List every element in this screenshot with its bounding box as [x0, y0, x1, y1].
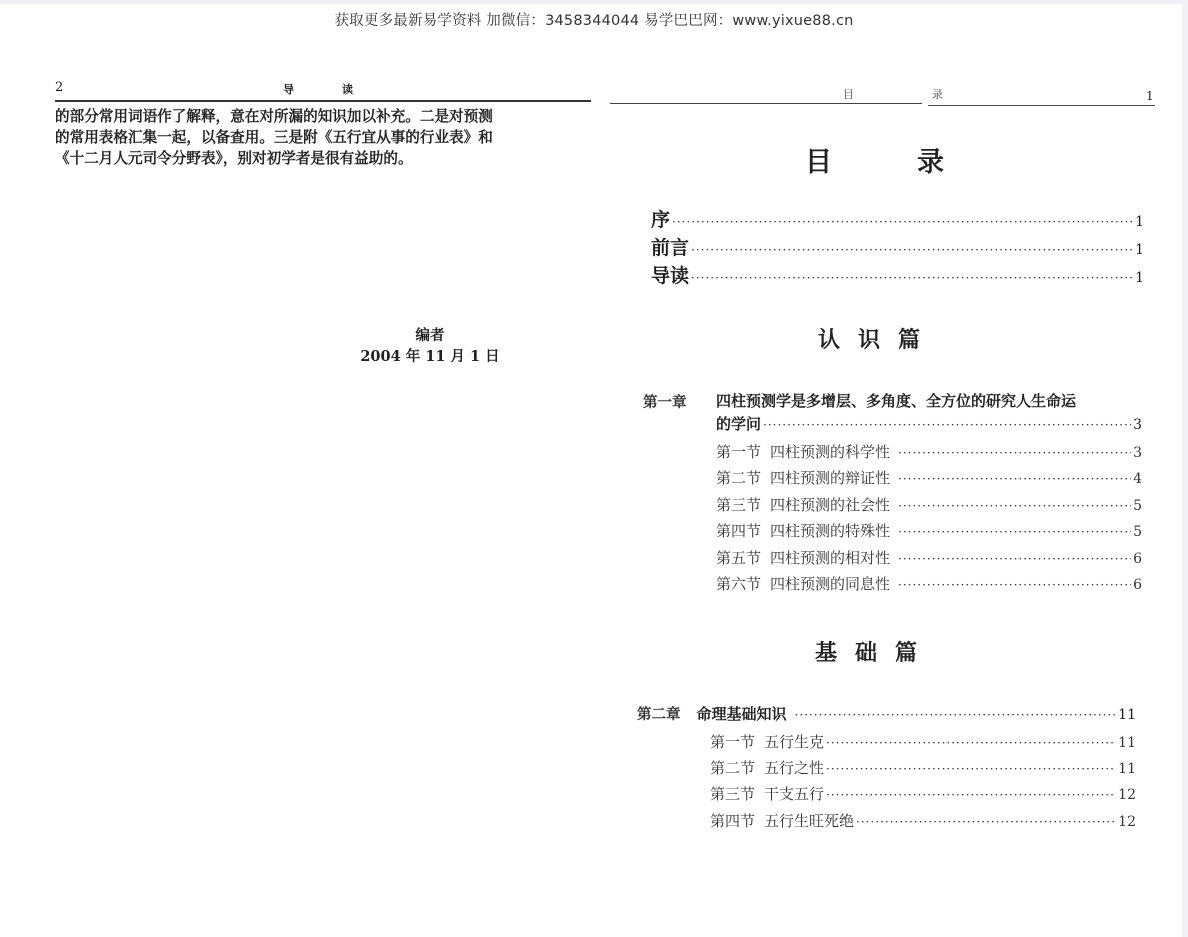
- toc-entry-section[interactable]: [710, 810, 1136, 831]
- part-title: 基础篇: [815, 640, 936, 666]
- toc-title: 目录: [805, 147, 1029, 178]
- chapter-label: 第一章: [643, 394, 687, 411]
- leader-dots: [898, 552, 1131, 566]
- chapter-title-line2: 的学问: [716, 415, 762, 433]
- leader-dots: [826, 762, 1116, 776]
- section-number: 第四节: [716, 522, 762, 540]
- section-number: 第三节: [716, 496, 762, 514]
- toc-entry-page: 11: [1118, 761, 1136, 777]
- left-page-number: 2: [55, 80, 64, 95]
- toc-entry-section[interactable]: [716, 520, 1142, 541]
- leader-dots: [826, 788, 1116, 802]
- chapter-title-line1: 四柱预测学是多增层、多角度、全方位的研究人生命运: [716, 392, 1077, 410]
- leader-dots: [826, 736, 1116, 750]
- section-number: 第二节: [716, 469, 762, 487]
- leader-dots: [795, 708, 1117, 722]
- leader-dots: [898, 525, 1131, 539]
- leader-dots: [672, 215, 1133, 229]
- body-line: 《十二月人元司令分野表》，别对初学者是很有益助的。: [55, 150, 413, 167]
- top-border: [0, 0, 1188, 4]
- toc-entry-section[interactable]: [716, 573, 1142, 594]
- section-number: 第一节: [710, 733, 756, 751]
- signature-date: 2004 年 11 月 1 日: [360, 348, 500, 365]
- leader-dots: [856, 815, 1116, 829]
- toc-entry-page: 6: [1133, 551, 1142, 567]
- right-page-header: [610, 84, 1155, 106]
- body-line: 的常用表格汇集一起，以备查用。三是附《五行宜从事的行业表》和: [55, 129, 493, 146]
- toc-entry-guide[interactable]: [651, 261, 1144, 288]
- section-title: 五行生旺死绝: [764, 812, 855, 830]
- toc-entry-section[interactable]: [716, 467, 1142, 488]
- toc-entry-chapter-1[interactable]: [716, 413, 1142, 434]
- chapter-label: 第二章: [637, 706, 681, 723]
- section-title: 四柱预测的社会性: [770, 496, 891, 514]
- signature-author: 编者: [415, 327, 445, 344]
- section-title: 干支五行: [764, 785, 825, 803]
- watermark-banner: 获取更多最新易学资料 加微信：3458344044 易学巴巴网：www.yixue88.cn: [334, 13, 854, 29]
- section-title: 五行之性: [764, 759, 825, 777]
- left-page-body: [55, 106, 595, 169]
- toc-entry-chapter-2[interactable]: [637, 703, 1136, 724]
- section-number: 第四节: [710, 812, 756, 830]
- toc-entry-section[interactable]: [716, 547, 1142, 568]
- body-line: 的部分常用词语作了解释，意在对所漏的知识加以补充。二是对预测: [55, 108, 493, 125]
- toc-entry-page: 3: [1133, 417, 1142, 433]
- leader-dots: [898, 499, 1131, 513]
- leader-dots: [691, 271, 1133, 285]
- toc-entry-label: 导读: [651, 265, 690, 287]
- toc-entry-page: 11: [1118, 707, 1136, 723]
- leader-dots: [898, 472, 1131, 486]
- toc-entry-section[interactable]: [710, 757, 1136, 778]
- toc-entry-page: 12: [1118, 787, 1136, 803]
- part-title: 认识篇: [818, 327, 939, 353]
- toc-entry-page: 6: [1133, 577, 1142, 593]
- section-title: 四柱预测的同息性: [770, 575, 891, 593]
- right-page-number: 1: [1146, 89, 1154, 103]
- section-number: 第五节: [716, 549, 762, 567]
- toc-entry-page: 1: [1135, 242, 1144, 258]
- toc-entry-section[interactable]: [710, 783, 1136, 804]
- toc-entry-section[interactable]: [710, 731, 1136, 752]
- right-edge: [1182, 0, 1188, 937]
- toc-entry-foreword[interactable]: [651, 233, 1144, 260]
- toc-entry-section[interactable]: [716, 441, 1142, 462]
- left-page-header: [55, 80, 591, 102]
- left-running-title: 导读: [283, 83, 401, 96]
- leader-dots: [763, 418, 1131, 432]
- toc-entry-label: 序: [651, 209, 671, 231]
- leader-dots: [898, 578, 1131, 592]
- toc-entry-page: 11: [1118, 735, 1136, 751]
- toc-entry-page: 5: [1133, 524, 1142, 540]
- toc-entry-label: 前言: [651, 237, 690, 259]
- toc-entry-page: 1: [1135, 270, 1144, 286]
- toc-entry-section[interactable]: [716, 494, 1142, 515]
- signature: [330, 325, 530, 367]
- section-number: 第六节: [716, 575, 762, 593]
- toc-entry-page: 5: [1133, 498, 1142, 514]
- header-rule: [928, 105, 1155, 107]
- toc-entry-page: 1: [1135, 214, 1144, 230]
- leader-dots: [691, 243, 1133, 257]
- toc-entry-page: 4: [1133, 471, 1142, 487]
- section-number: 第二节: [710, 759, 756, 777]
- right-running-title: 目录: [843, 88, 1021, 101]
- header-rule: [610, 103, 922, 105]
- section-title: 五行生克: [764, 733, 825, 751]
- section-number: 第三节: [710, 785, 756, 803]
- chapter-title: 命理基础知识: [696, 705, 787, 723]
- toc-entry-page: 3: [1133, 445, 1142, 461]
- section-number: 第一节: [716, 443, 762, 461]
- toc-entry-page: 12: [1118, 814, 1136, 830]
- section-title: 四柱预测的特殊性: [770, 522, 891, 540]
- leader-dots: [898, 446, 1131, 460]
- section-title: 四柱预测的辩证性: [770, 469, 891, 487]
- section-title: 四柱预测的科学性: [770, 443, 891, 461]
- toc-entry-preface[interactable]: [651, 205, 1144, 232]
- section-title: 四柱预测的相对性: [770, 549, 891, 567]
